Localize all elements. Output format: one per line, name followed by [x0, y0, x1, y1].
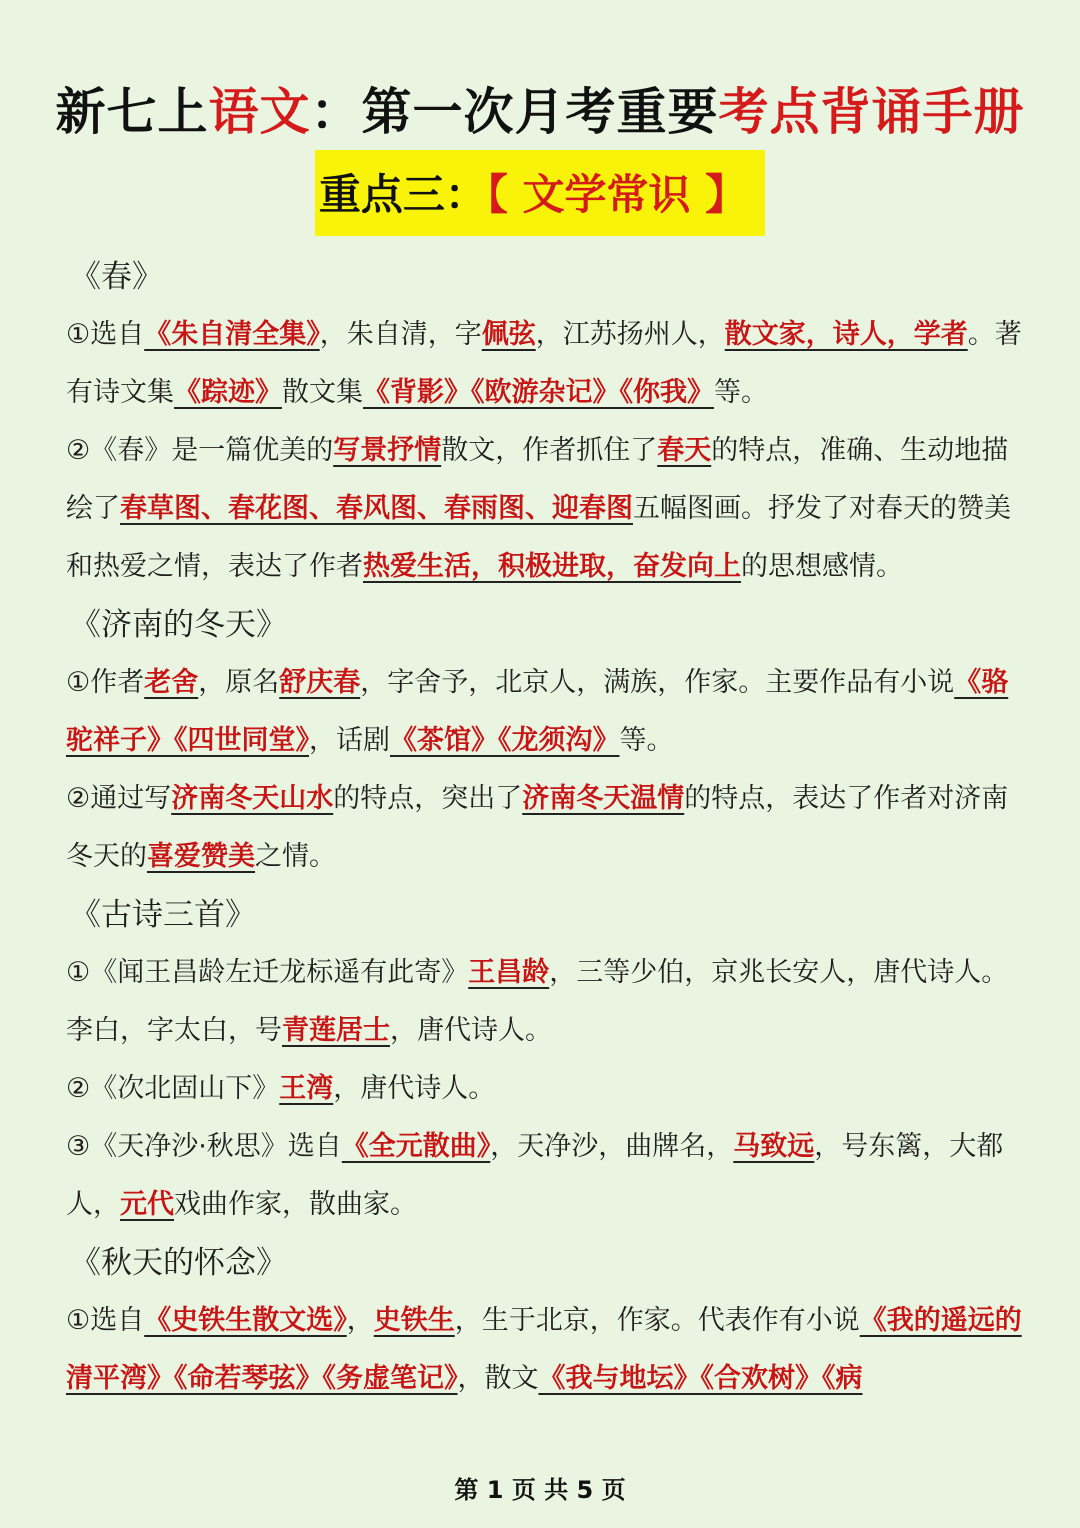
body-text: 。著有诗文集 [66, 319, 1022, 408]
section [66, 248, 1026, 596]
body-text: 等。 [714, 377, 768, 408]
body-text: 之情。 [255, 841, 336, 872]
body-text: ，原名 [198, 667, 280, 698]
body-text: ①选自 [66, 1305, 145, 1336]
key-point: 佩弦 [481, 319, 536, 350]
key-point: 王湾 [279, 1073, 334, 1104]
body-text: ①作者 [66, 667, 145, 698]
title-part-2: 语文 [208, 83, 311, 141]
key-point: 《史铁生散文选》 [144, 1305, 347, 1336]
page-footer: 第 1 页 共 5 页 [454, 1476, 626, 1504]
key-point: 《骆驼祥子》《四世同堂》 [66, 667, 1009, 756]
body-text: ，天净沙，曲牌名， [490, 1131, 734, 1162]
body-text: ②《次北固山下》 [66, 1073, 280, 1104]
key-point: 青莲居士 [282, 1015, 390, 1046]
key-point: 舒庆春 [279, 667, 361, 698]
body-text: ，江苏扬州人， [535, 319, 725, 350]
body-text: 的特点，突出了 [333, 783, 523, 814]
key-point: 《朱自清全集》 [144, 319, 320, 350]
key-point: 元代 [120, 1189, 174, 1220]
body-text: 戏曲作家，散曲家。 [174, 1189, 417, 1220]
key-point: 王昌龄 [468, 957, 550, 988]
body-text: ②《春》是一篇优美的 [66, 435, 334, 466]
key-point: 《背影》《欧游杂记》《你我》 [363, 377, 714, 408]
body-text: ③《天净沙·秋思》选自 [66, 1131, 342, 1162]
body-text: ，号东篱，大都人， [66, 1131, 1004, 1220]
subtitle-topic: 【 文学常识 】 [486, 170, 748, 219]
key-point: 春天 [657, 435, 712, 466]
body-text: ，生于北京，作家。代表作有小说 [454, 1305, 860, 1336]
paragraph [66, 1118, 1026, 1234]
key-point: 马致远 [733, 1131, 815, 1162]
body-text: ②通过写 [66, 783, 172, 814]
key-point: 济南冬天温情 [522, 783, 685, 814]
body-text: ，字舍予，北京人，满族，作家。主要作品有小说 [360, 667, 955, 698]
body-text: ①《闻王昌龄左迁龙标遥有此寄》 [66, 957, 469, 988]
body-text: ，朱自清，字 [319, 319, 482, 350]
body-text: ，话剧 [309, 725, 390, 756]
body-text: ， [346, 1305, 374, 1336]
key-point: 春草图、春花图、春风图、春雨图、迎春图 [120, 493, 633, 524]
title-part-4: 考点背诵手册 [718, 83, 1025, 141]
key-point: 热爱生活，积极进取，奋发向上 [363, 551, 741, 582]
paragraph [66, 1060, 1026, 1118]
key-point: 史铁生 [373, 1305, 455, 1336]
paragraph [66, 654, 1026, 770]
key-point: 喜爱赞美 [147, 841, 255, 872]
key-point: 《踪迹》 [174, 377, 282, 408]
section-heading: 《秋天的怀念》 [70, 1245, 287, 1281]
paragraph [66, 1292, 1026, 1408]
paragraph [66, 306, 1026, 422]
paragraph [66, 944, 1026, 1060]
body-text: 散文，作者抓住了 [441, 435, 658, 466]
subtitle-row [0, 150, 1080, 236]
page-title [0, 72, 1080, 144]
body-text: 的思想感情。 [741, 551, 903, 582]
subtitle-prefix: 重点三： [318, 170, 487, 219]
section-heading: 《古诗三首》 [70, 897, 256, 933]
body-text: ，唐代诗人。 [390, 1015, 552, 1046]
key-point: 写景抒情 [333, 435, 442, 466]
key-point: 老舍 [144, 667, 199, 698]
title-part-1: 新七上 [55, 83, 209, 141]
key-point: 《我与地坛》《合欢树》《病 [538, 1363, 863, 1394]
body-text: ，唐代诗人。 [333, 1073, 496, 1104]
key-point: 《茶馆》《龙须沟》 [390, 725, 620, 756]
body-text: 五幅图画。抒发了对春天的赞美和热爱之情，表达了作者 [66, 493, 1011, 582]
section [66, 1234, 1026, 1408]
body-text: 的特点，表达了作者对济南冬天的 [66, 783, 1009, 872]
body-text: 等。 [619, 725, 674, 756]
key-point: 济南冬天山水 [171, 783, 334, 814]
section [66, 596, 1026, 886]
content-body [66, 248, 1026, 1408]
paragraph [66, 422, 1026, 596]
body-text: ，散文 [457, 1363, 539, 1394]
body-text: 的特点，准确、生动地描绘了 [66, 435, 1009, 524]
body-text: 散文集 [282, 377, 363, 408]
section [66, 886, 1026, 1234]
key-point: 散文家，诗人，学者 [724, 319, 968, 350]
body-text: ，三等少伯，京兆长安人，唐代诗人。李白，字太白，号 [66, 957, 1009, 1046]
paragraph [66, 770, 1026, 886]
section-heading: 《济南的冬天》 [70, 607, 287, 643]
key-point: 《全元散曲》 [341, 1131, 491, 1162]
section-heading: 《春》 [70, 259, 163, 295]
title-part-3: ：第一次月考重要 [310, 83, 719, 141]
key-point: 《我的遥远的清平湾》《命若琴弦》《务虚笔记》 [66, 1305, 1022, 1394]
body-text: ①选自 [66, 319, 145, 350]
subtitle-highlight-box [315, 150, 765, 236]
